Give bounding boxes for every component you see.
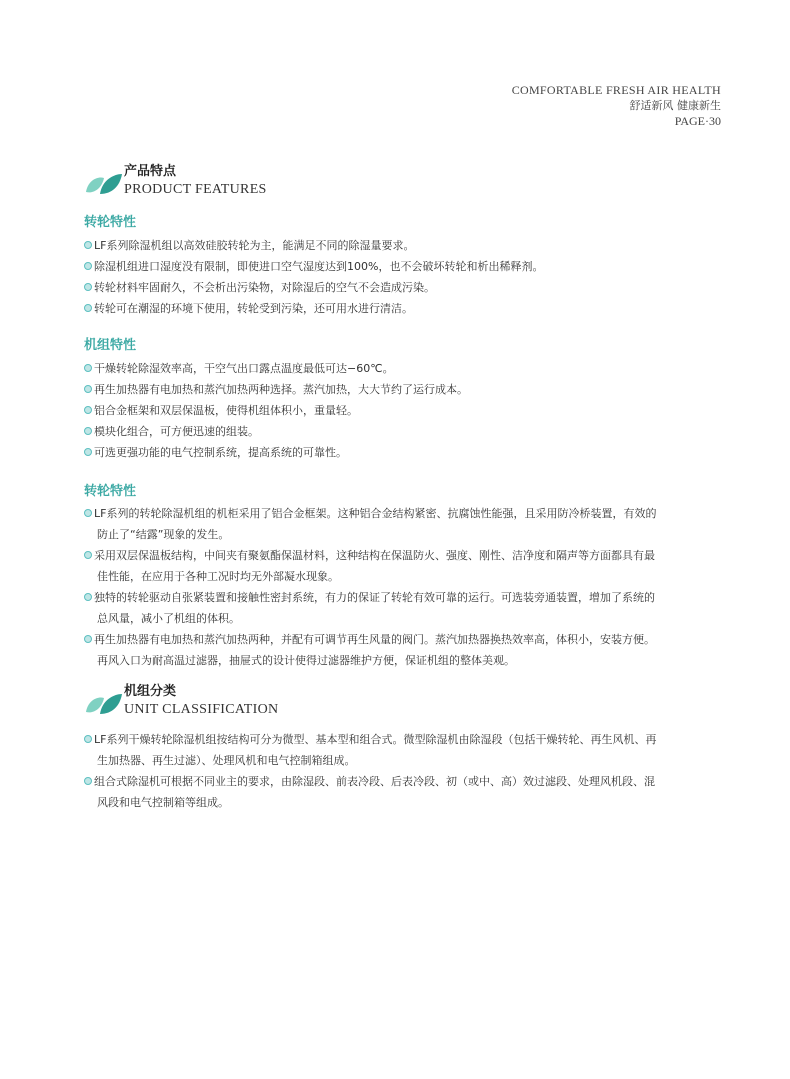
list-item: LF系列的转轮除湿机组的机柜采用了铝合金框架。这种铝合金结构紧密、抗腐蚀性能强，且采用防冷桥装置，有效的 防止了“结露”现象的发生。 [84, 503, 704, 545]
subheading-unit-features: 机组特性 [84, 338, 137, 353]
leaf-icon [84, 170, 124, 198]
bullet-icon [84, 777, 92, 785]
bullet-icon [84, 635, 92, 643]
bullet-icon [84, 241, 92, 249]
bullet-icon [84, 551, 92, 559]
header-chinese-title: 舒适新风 健康新生 [629, 99, 721, 112]
section-title-en: PRODUCT FEATURES [124, 182, 267, 197]
subheading-rotor-features: 转轮特性 [84, 215, 137, 230]
page-header [512, 82, 721, 130]
list-item: 可选更强功能的电气控制系统，提高系统的可靠性。 [84, 442, 704, 463]
bullet-icon [84, 427, 92, 435]
bullet-icon [84, 385, 92, 393]
section-title-en: UNIT CLASSIFICATION [124, 702, 279, 717]
list-item: 再生加热器有电加热和蒸汽加热两种选择。蒸汽加热，大大节约了运行成本。 [84, 379, 704, 400]
subheading-rotor-features-2: 转轮特性 [84, 484, 137, 499]
list-item: 采用双层保温板结构，中间夹有聚氨酯保温材料，这种结构在保温防火、强度、刚性、洁净度和隔声等方面都具有最 佳性能，在应用于各种工况时均无外部凝水现象。 [84, 545, 704, 587]
bullet-icon [84, 509, 92, 517]
list-item: LF系列除湿机组以高效硅胶转轮为主，能满足不同的除湿量要求。 [84, 235, 704, 256]
section-title-cn: 产品特点 [124, 164, 177, 179]
list-item: 转轮可在潮湿的环境下使用，转轮受到污染，还可用水进行清洁。 [84, 298, 704, 319]
list-item: 组合式除湿机可根据不同业主的要求，由除湿段、前表冷段、后表冷段、初（或中、高）效过滤段、处理风机段、混 风段和电气控制箱等组成。 [84, 771, 704, 813]
bullet-icon [84, 735, 92, 743]
list-item: 干燥转轮除湿效率高，干空气出口露点温度最低可达−60℃。 [84, 358, 704, 379]
list-item: 铝合金框架和双层保温板，使得机组体积小，重量轻。 [84, 400, 704, 421]
list-item: 除湿机组进口湿度没有限制，即使进口空气湿度达到100%，也不会破坏转轮和析出稀释剂。 [84, 256, 704, 277]
bullet-icon [84, 406, 92, 414]
bullet-icon [84, 448, 92, 456]
list-item: 转轮材料牢固耐久，不会析出污染物，对除湿后的空气不会造成污染。 [84, 277, 704, 298]
page-number: PAGE·30 [674, 114, 721, 128]
list-item: 独特的转轮驱动自张紧装置和接触性密封系统，有力的保证了转轮有效可靠的运行。可选装旁通装置，增加了系统的 总风量，减小了机组的体积。 [84, 587, 704, 629]
bullet-icon [84, 283, 92, 291]
list-item: LF系列干燥转轮除湿机组按结构可分为微型、基本型和组合式。微型除湿机由除湿段（包括干燥转轮、再生风机、再 生加热器、再生过滤）、处理风机和电气控制箱组成。 [84, 729, 704, 771]
bullet-icon [84, 364, 92, 372]
section-title-cn: 机组分类 [124, 684, 177, 699]
header-english-title: COMFORTABLE FRESH AIR HEALTH [511, 83, 721, 97]
bullet-icon [84, 593, 92, 601]
bullet-icon [84, 262, 92, 270]
list-item: 模块化组合，可方便迅速的组装。 [84, 421, 704, 442]
leaf-icon [84, 690, 124, 718]
list-item: 再生加热器有电加热和蒸汽加热两种，并配有可调节再生风量的阀门。蒸汽加热器换热效率高，体积小，安装方便。 再风入口为耐高温过滤器，抽屉式的设计使得过滤器维护方便，保证机组的整体美观。 [84, 629, 704, 671]
bullet-icon [84, 304, 92, 312]
